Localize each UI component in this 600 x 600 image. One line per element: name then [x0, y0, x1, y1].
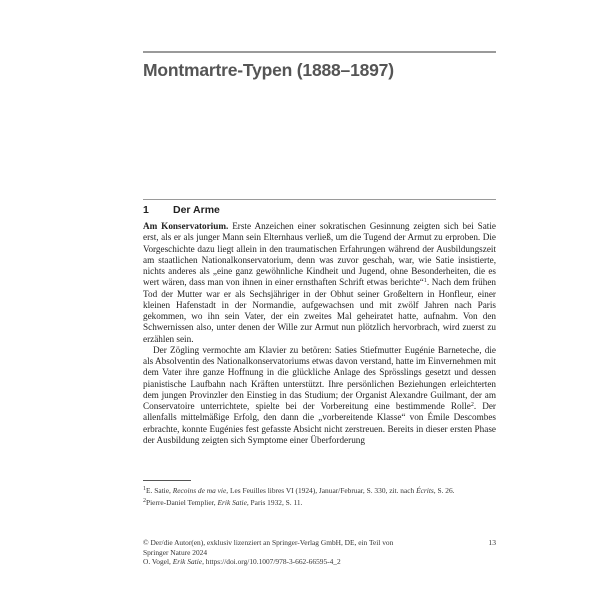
footnotes: [143, 486, 496, 511]
body-text: [143, 221, 496, 446]
chapter-title: Montmartre-Typen (1888–1897): [143, 60, 394, 80]
paragraph: [143, 345, 496, 446]
top-rule: [143, 51, 496, 53]
footnote-title: Écrits: [416, 486, 434, 495]
page-number: 13: [488, 538, 496, 547]
footnote: [143, 498, 496, 508]
footnote-text: , Paris 1932, S. 11.: [246, 498, 303, 508]
paragraph-text: Erste Anzeichen einer sokratischen Gesinnung zeigten sich bei Satie erst, als er als junger Mann sein Elternhaus verließ, um die Tugend der Armut zu erproben. Die Vorgeschichte dazu liegt allein in den traumatischen Erfahrungen während der Ausbildungszeit am staatlichen Nationalkonservatorium, denn was zuvor geschah, war, wie Satie insistierte, nichts anderes als „eine ganz gewöhnliche Kindheit und Jugend, ohne Besonderheiten, die es wert wären, dass man von ihnen in einer ernsthaften Schrift etwas berichte“: [143, 221, 496, 288]
footnote-text: , S. 26.: [433, 486, 455, 495]
footnote-title: Recoins de ma vie: [172, 486, 227, 495]
section-heading: [143, 199, 496, 216]
section-number: 1: [143, 204, 149, 216]
footnote-rule: [143, 480, 191, 481]
paragraph: [143, 221, 496, 345]
copyright-notice: [143, 538, 413, 567]
copyright-line: © Der/die Autor(en), exklusiv lizenziert an Springer-Verlag GmbH, DE, ein Teil von: [143, 538, 394, 547]
citation-author: O. Vogel,: [143, 557, 173, 567]
paragraph-text: . Der allenfalls mittelmäßige Erfolg, den dann die „vorbereitende Klasse“ von Émile Descombes erbrachte, konnte Eugénies fest gefasste Absicht nicht zerstreuen. Bereits in dieser ersten Phase der Ausbildung zeigten sich Symptome einer Überforderung: [143, 401, 496, 445]
footnote-ref: 2: [470, 402, 474, 408]
footnote-text: , Les Feuilles libres VI (1924), Januar/Februar, S. 330, zit. nach: [226, 486, 417, 495]
footnote-marker: 1: [143, 486, 146, 492]
paragraph-text: Der Zögling vermochte am Klavier zu betören: Saties Stiefmutter Eugénie Barneteche, die als Absolventin des Nationalkonservatoriums etwas davon verstand, hatte im Einvernehmen mit dem Vater ihre ganze Hoffnung in die glückliche Anlage des Sprösslings gesetzt und dessen pianistische Laufbahn nach Kräften unterstützt. Ihre persönlichen Beziehungen erleichterten dem jungen Provinzler den Einstieg in das Studium; der Organist Alexandre Guilmant, der am Conservatoire unterrichtete, spielte bei der Vorbereitung eine bestimmende Rolle: [143, 344, 496, 411]
citation-doi: , https://doi.org/10.1007/978-3-662-66595-4_2: [202, 557, 341, 567]
footnote: [143, 486, 496, 496]
footnote-text: Pierre-Daniel Templier,: [146, 498, 218, 508]
runin-heading: Am Konservatorium.: [143, 221, 229, 231]
footnote-marker: 2: [143, 498, 146, 505]
footnote-ref: 1: [423, 278, 427, 285]
footnote-text: E. Satie,: [146, 486, 173, 495]
citation-line: [143, 557, 413, 567]
footnote-title: Erik Satie: [217, 498, 247, 508]
copyright-line: Springer Nature 2024: [143, 547, 208, 557]
paragraph-text: . Nach dem frühen Tod der Mutter war er als Sechsjähriger in der Obhut seiner Großeltern in Honfleur, einer kleinen Hafenstadt in der Normandie, aufgewachsen und mit zwölf Jahren nach Paris gekommen, wo ihn sein Vater, der ein zweites Mal geheiratet hatte, aufnahm. Von den Schwernissen also, unter denen der Wille zur Armut nun plötzlich hervorbrach, wird zuerst zu erzählen sein.: [143, 277, 497, 344]
citation-title: Erik Satie: [172, 557, 203, 567]
section-title: Der Arme: [173, 204, 220, 216]
